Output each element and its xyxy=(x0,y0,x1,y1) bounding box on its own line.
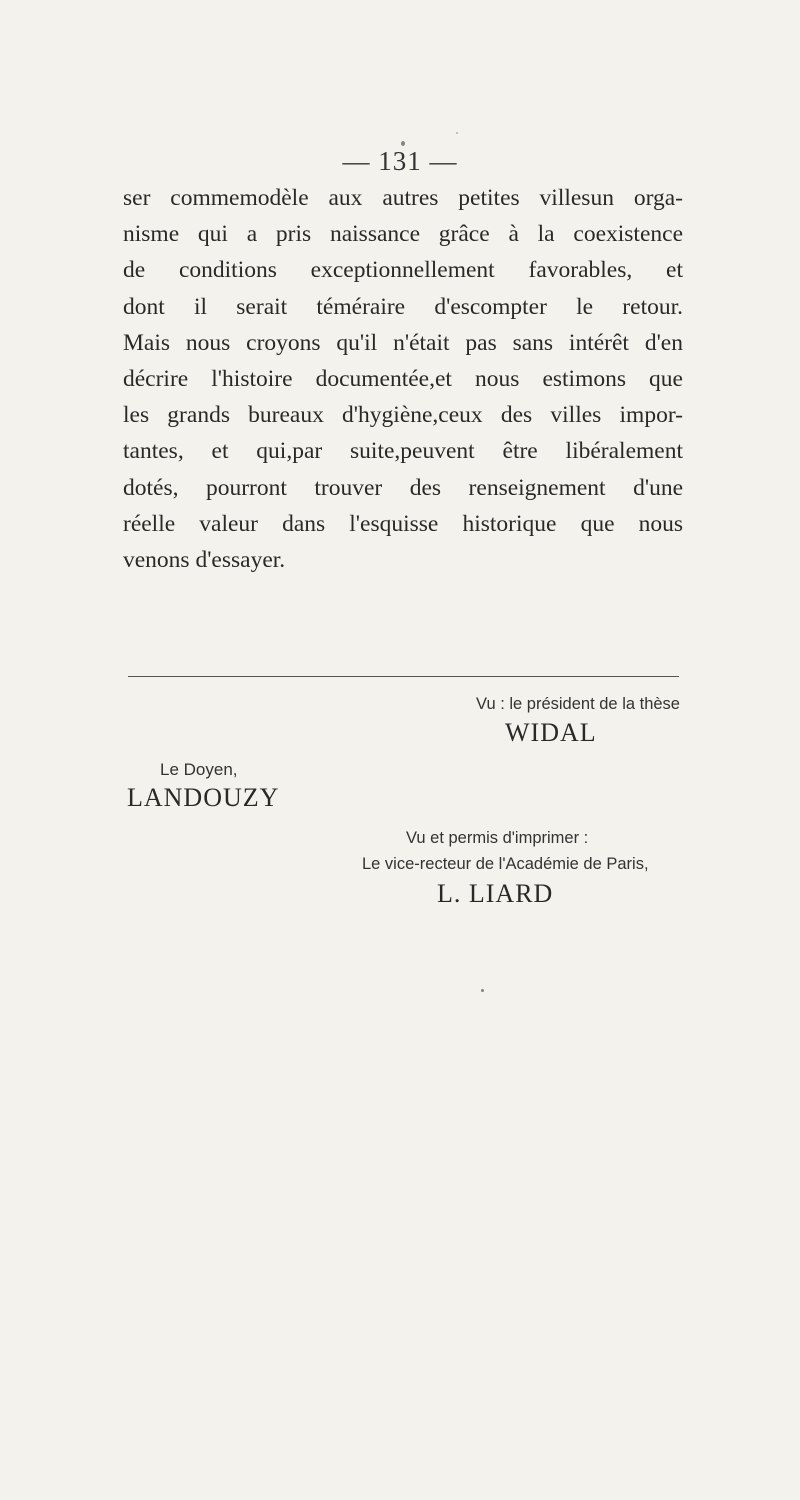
paragraph-line: nisme qui a pris naissance grâce à la coexistence xyxy=(123,221,683,248)
paragraph-line: ser commemodèle aux autres petites villesun orga- xyxy=(123,185,683,211)
paragraph-line: tantes, et qui,par suite,peuvent être libéralement xyxy=(123,438,683,465)
body-paragraph xyxy=(123,180,683,578)
vu-permis-line: Vu et permis d'imprimer : xyxy=(406,829,589,847)
page-number: — 131 — xyxy=(342,146,458,176)
paragraph-line: dont il serait téméraire d'escompter le retour. xyxy=(123,293,683,320)
ink-speck xyxy=(481,989,484,992)
vice-recteur-line: Le vice-recteur de l'Académie de Paris, xyxy=(362,855,649,873)
paragraph-line: Mais nous croyons qu'il n'était pas sans intérêt d'en xyxy=(123,329,683,356)
ink-speck xyxy=(456,132,458,134)
paragraph-line: venons d'essayer. xyxy=(123,547,286,574)
paragraph-line: dotés, pourront trouver des renseignement d'une xyxy=(123,474,683,501)
paragraph-line: réelle valeur dans l'esquisse historique que nous xyxy=(123,510,683,537)
horizontal-rule xyxy=(128,676,679,677)
paragraph-line: décrire l'histoire documentée,et nous estimons que xyxy=(123,366,683,393)
president-signature-name: WIDAL xyxy=(505,718,597,747)
vu-president-line: Vu : le président de la thèse xyxy=(476,695,680,713)
paragraph-line: de conditions exceptionnellement favorables, et xyxy=(123,257,683,284)
doyen-label: Le Doyen, xyxy=(160,760,238,779)
vice-recteur-signature-name: L. LIARD xyxy=(437,879,554,908)
doyen-signature-name: LANDOUZY xyxy=(127,783,280,812)
ink-speck xyxy=(401,141,405,146)
paragraph-line: les grands bureaux d'hygiène,ceux des villes impor- xyxy=(123,402,683,429)
